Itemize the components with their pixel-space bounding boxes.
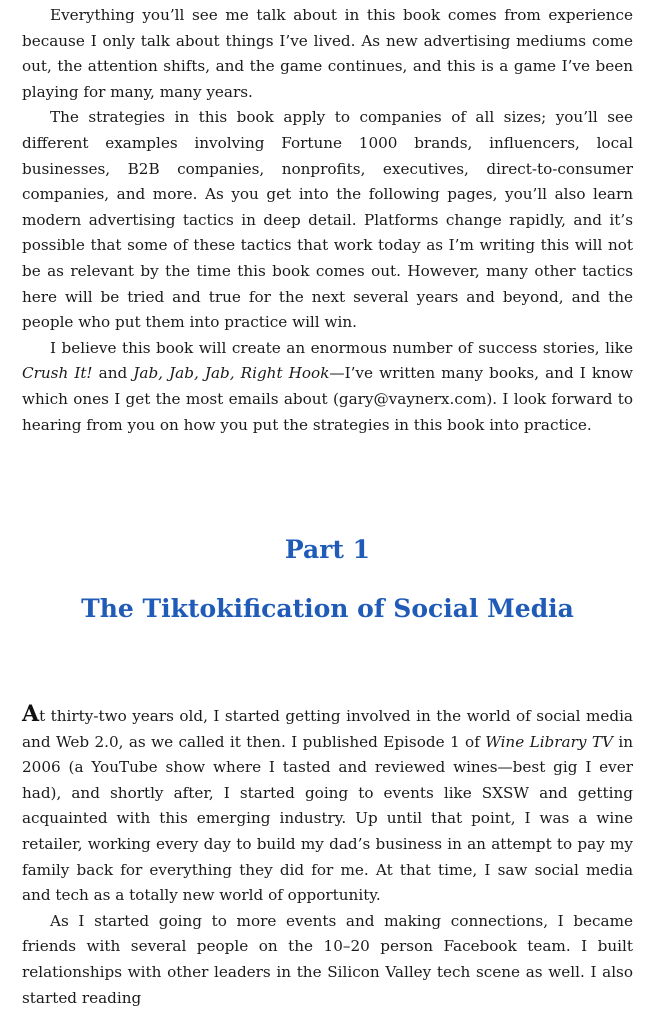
chapter-paragraph-1-text-a: t thirty-two years old, I started getting involved in the world of social media and Web 2.0, as we called it then. I published Episode 1 of xyxy=(22,707,633,751)
intro-paragraph-1: Everything you’ll see me talk about in this book comes from experience because I only talk about things I’ve lived. As new advertising mediums come out, the attention shifts, and the game continues, and this is a game I’ve been playing for many, many years. xyxy=(22,6,633,101)
part-number: Part 1 xyxy=(284,535,371,565)
book-title-crush-it: Crush It! xyxy=(22,364,93,383)
chapter-paragraph-2: As I started going to more events and making connections, I became friends with several people on the 10–20 person Facebook team. I built relationships with other leaders in the Silicon Valley tech scene as well. I also started reading xyxy=(22,911,633,1007)
book-page xyxy=(22,3,633,1011)
part-heading xyxy=(22,534,633,625)
chapter-body xyxy=(22,702,633,1011)
intro-paragraph-3-text-b: and xyxy=(92,364,134,383)
intro-paragraph-3 xyxy=(22,336,633,438)
intro-paragraph-2: The strategies in this book apply to companies of all sizes; you’ll see different examples involving Fortune 1000 brands, influencers, local businesses, B2B companies, nonprofits, executives, direct-to-consumer companies, and more. As you get into the following pages, you’ll also learn modern advertising tactics in deep detail. Platforms change rapidly, and it’s possible that some of these tactics that work today as I’m writing this will not be as relevant by the time this book comes out. However, many other tactics here will be tried and true for the next several years and beyond, and the people who put them into practice will win. xyxy=(22,108,633,332)
chapter-paragraph-1 xyxy=(22,702,633,909)
chapter-paragraph-1-text-b: in 2006 (a YouTube show where I tasted and reviewed wines—best gig I ever had), and shortly after, I started going to events like SXSW and getting acquainted with this emerging industry. Up until that point, I was a wine retailer, working every day to build my dad’s business in an attempt to pay my family back for everything they did for me. At that time, I saw social media and tech as a totally new world of opportunity. xyxy=(22,732,634,905)
intro-paragraph-3-text-c: —I’ve written many books, and I know which ones I get the most emails about (gary@vaynerx.com). I look forward to hearing from you on how you put the strategies in this book into practice. xyxy=(22,364,633,434)
intro-paragraph-3-text-a: I believe this book will create an enormous number of success stories, like xyxy=(50,338,633,357)
drop-cap: A xyxy=(22,701,40,728)
book-title-jab: Jab, Jab, Jab, Right Hook xyxy=(133,364,330,383)
part-title: The Tiktokification of Social Media xyxy=(81,594,574,624)
show-title: Wine Library TV xyxy=(485,732,613,751)
